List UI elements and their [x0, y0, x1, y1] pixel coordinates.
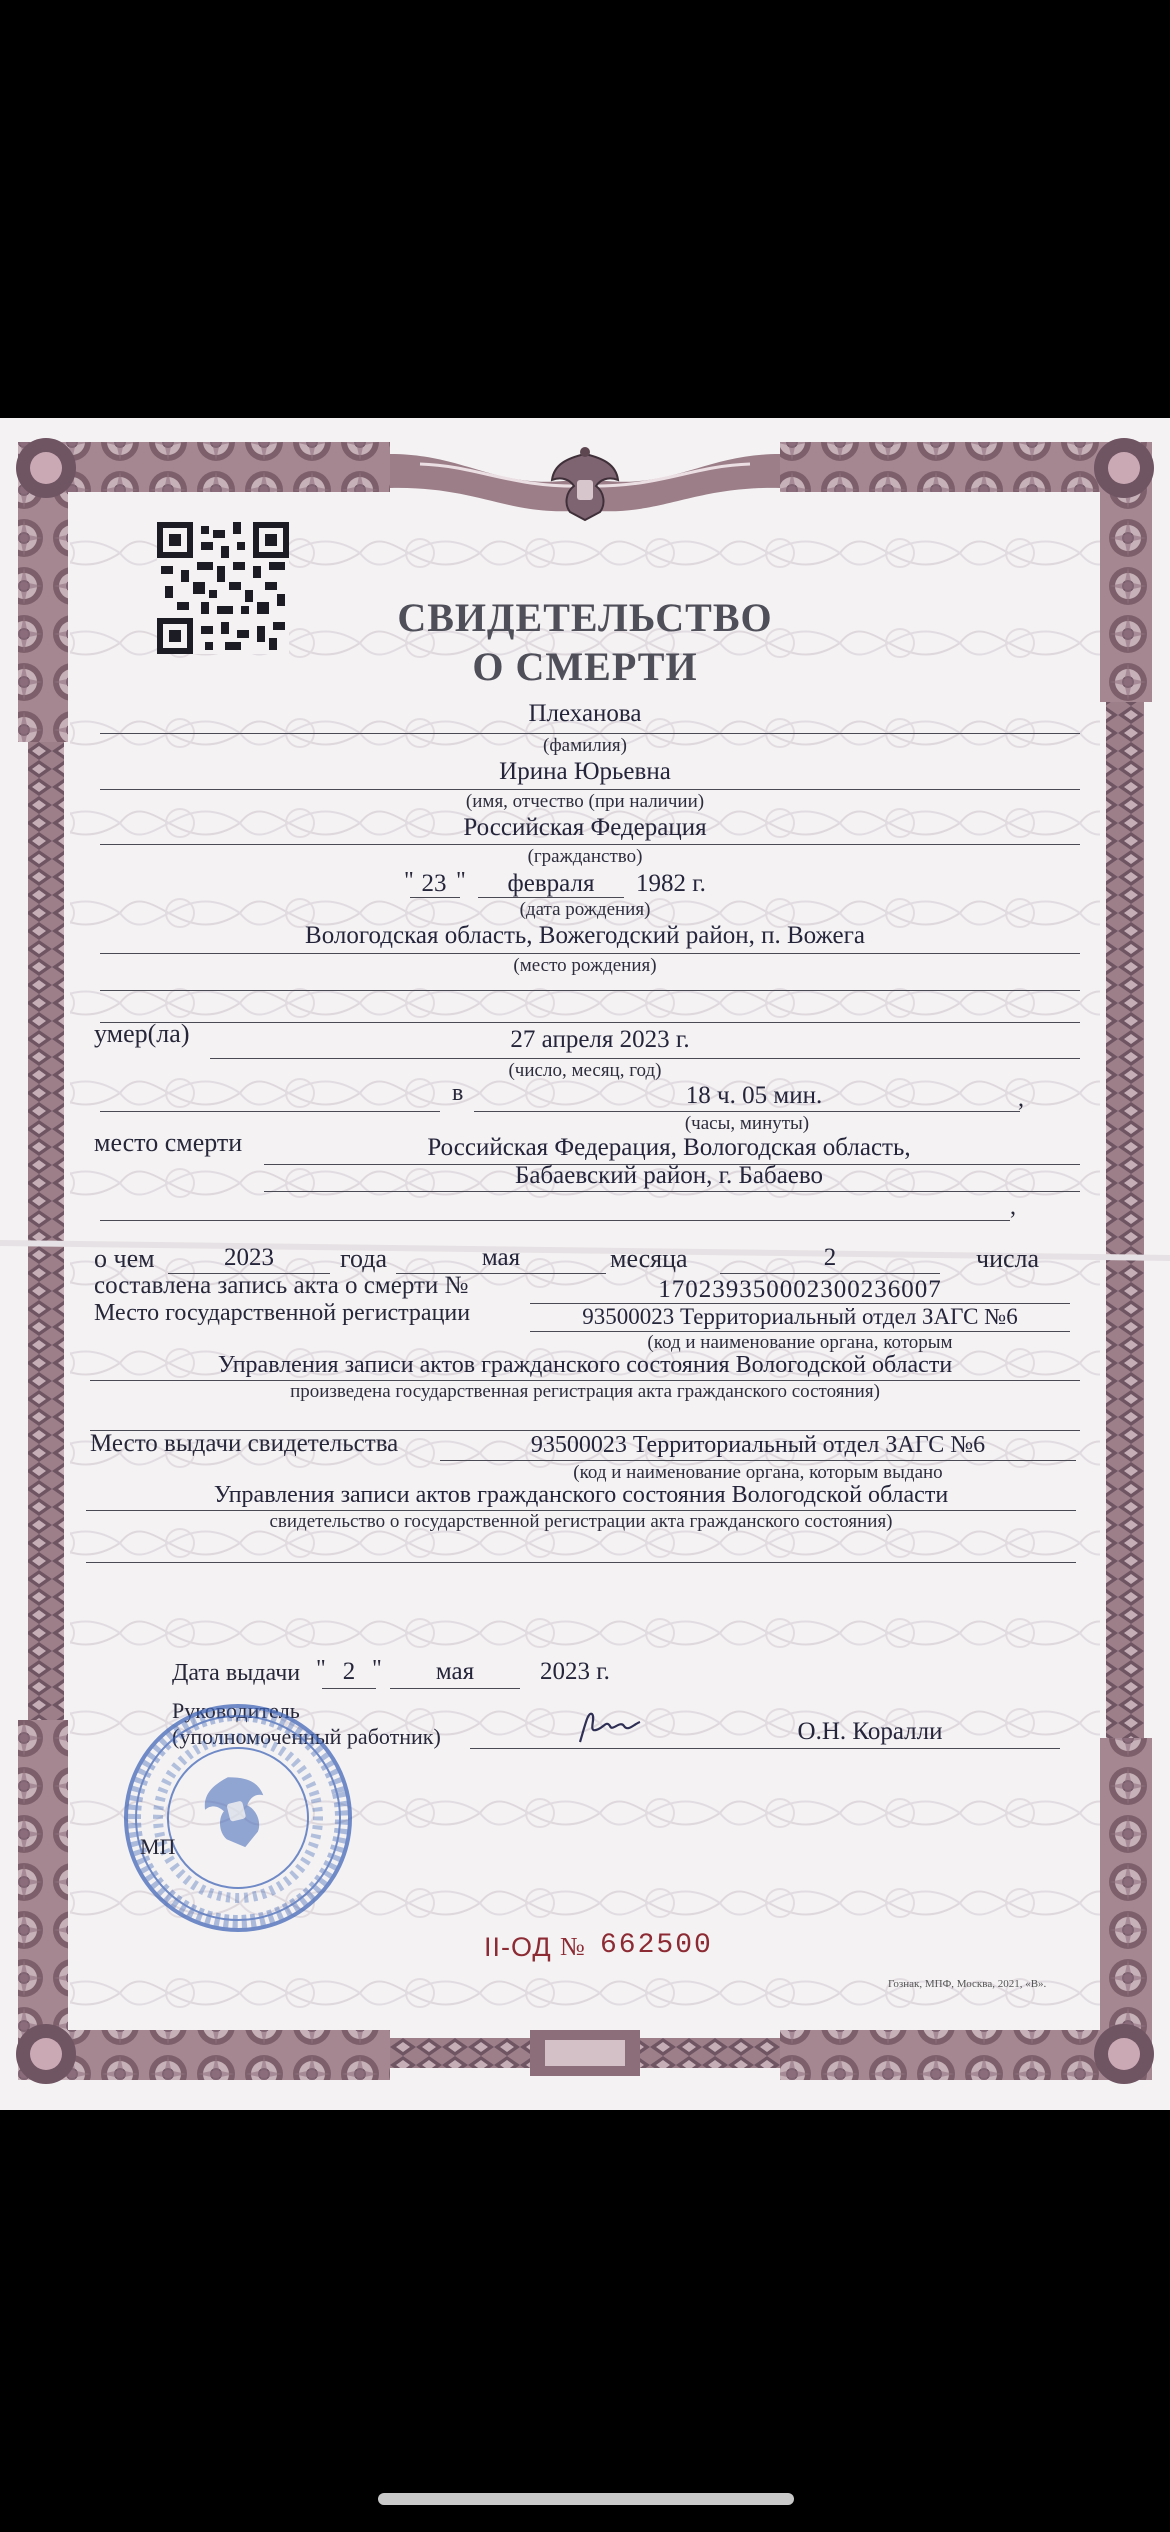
issue-month-value: мая [435, 1658, 475, 1685]
issue-year-value: 2023 г. [540, 1658, 610, 1685]
serial-series: II-ОД [484, 1932, 552, 1962]
registration-office-value: 93500023 Территориальный отдел ЗАГС №6 [582, 1304, 1018, 1329]
birth-year-value: 1982 г. [636, 870, 706, 897]
death-place-label: место смерти [94, 1128, 243, 1157]
surname-value: Плеханова [528, 700, 642, 727]
birth-day-value: 23 [421, 870, 447, 897]
head-name-value: О.Н. Коралли [797, 1718, 943, 1745]
surname-caption: (фамилия) [543, 735, 627, 756]
death-time-line [474, 1111, 1020, 1112]
time-prefix: в [452, 1080, 464, 1106]
serial-number: 662500 [600, 1930, 713, 1961]
issue-place-label: Место выдачи свидетельства [90, 1430, 399, 1457]
issue-month-line [390, 1688, 520, 1689]
record-number-value: 170239350002300236007 [658, 1276, 942, 1303]
birth-month-value: февраля [507, 870, 595, 897]
birth-day-quote-open: " [404, 868, 414, 894]
death-place-line-2 [264, 1191, 1080, 1192]
record-month-value: мая [481, 1244, 521, 1271]
month-label: месяца [610, 1244, 688, 1273]
head-label-1: Руководитель [172, 1698, 300, 1723]
issue-office-value: 93500023 Территориальный отдел ЗАГС №6 [530, 1432, 986, 1458]
birth-month-line [478, 897, 624, 898]
surname-line [100, 733, 1080, 734]
birth-place-value: Вологодская область, Вожегодский район, п. Вожега [305, 922, 865, 949]
serial-number-sign: № [560, 1932, 585, 1961]
death-place-line1-value: Российская Федерация, Вологодская область, [427, 1134, 911, 1161]
issue-office-line [440, 1460, 1076, 1461]
signature-line [470, 1748, 1060, 1749]
printer-note: Гознак, МПФ, Москва, 2021, «В». [888, 1978, 1047, 1990]
given-names-line [100, 789, 1080, 790]
home-indicator[interactable] [378, 2493, 794, 2505]
registration-caption-1: (код и наименование органа, которым [647, 1332, 953, 1353]
year-label: года [340, 1244, 388, 1273]
record-day-value: 2 [823, 1244, 837, 1271]
signature-icon [574, 1708, 644, 1748]
stamp-label: МП [140, 1834, 176, 1859]
blank-line-2 [100, 1022, 1080, 1023]
death-place-line2-value: Бабаевский район, г. Бабаево [514, 1162, 824, 1189]
coat-of-arms-icon [548, 446, 622, 526]
given-names-caption: (имя, отчество (при наличии) [465, 791, 705, 812]
citizenship-value: Российская Федерация [463, 814, 707, 841]
death-time-value: 18 ч. 05 мин. [685, 1082, 823, 1109]
registration-office-2-value: Управления записи актов гражданского состояния Вологодской области [217, 1352, 953, 1378]
registration-place-label: Место государственной регистрации [94, 1300, 471, 1326]
issue-day-value: 2 [342, 1658, 356, 1685]
blank-line-1 [100, 990, 1080, 991]
citizenship-line [100, 844, 1080, 845]
issue-office-2-value: Управления записи актов гражданского состояния Вологодской области [213, 1482, 949, 1508]
death-date-caption: (число, месяц, год) [508, 1060, 662, 1081]
head-label-2: (уполномоченный работник) [172, 1724, 441, 1749]
death-time-caption: (часы, минуты) [684, 1113, 810, 1134]
death-date-line [210, 1058, 1080, 1059]
title-line-2: О СМЕРТИ [472, 644, 698, 689]
day-label: числа [976, 1244, 1040, 1273]
birth-place-caption: (место рождения) [513, 955, 657, 976]
title-line-1: СВИДЕТЕЛЬСТВО [397, 595, 773, 640]
official-stamp-icon [110, 1698, 366, 1938]
issue-day-quote-open: " [316, 1656, 326, 1682]
death-date-value: 27 апреля 2023 г. [510, 1026, 690, 1053]
birth-day-line [410, 897, 460, 898]
blank-line-4 [86, 1562, 1076, 1563]
died-label: умер(ла) [94, 1019, 190, 1048]
issue-date-label: Дата выдачи [172, 1660, 301, 1686]
time-comma: , [1018, 1086, 1024, 1112]
record-year-value: 2023 [224, 1244, 274, 1271]
issue-caption-1: (код и наименование органа, которым выдано [573, 1462, 943, 1483]
given-names-value: Ирина Юрьевна [499, 758, 671, 785]
death-place-comma: , [1010, 1194, 1016, 1220]
issue-day-quote-close: " [372, 1656, 382, 1682]
record-day-line [720, 1273, 940, 1274]
time-left-line [100, 1111, 440, 1112]
certificate-photo [0, 418, 1170, 2110]
death-place-line-3 [100, 1220, 1010, 1221]
issue-day-line [322, 1688, 376, 1689]
registration-caption-2: произведена государственная регистрация акта гражданского состояния) [290, 1381, 880, 1402]
issue-caption-2: свидетельство о государственной регистрации акта гражданского состояния) [269, 1511, 893, 1532]
citizenship-caption: (гражданство) [527, 846, 643, 867]
birth-day-quote-close: " [456, 868, 466, 894]
birth-date-caption: (дата рождения) [519, 899, 651, 920]
about-label: о чем [94, 1244, 155, 1273]
record-label: составлена запись акта о смерти № [94, 1272, 469, 1299]
birth-place-line [100, 953, 1080, 954]
